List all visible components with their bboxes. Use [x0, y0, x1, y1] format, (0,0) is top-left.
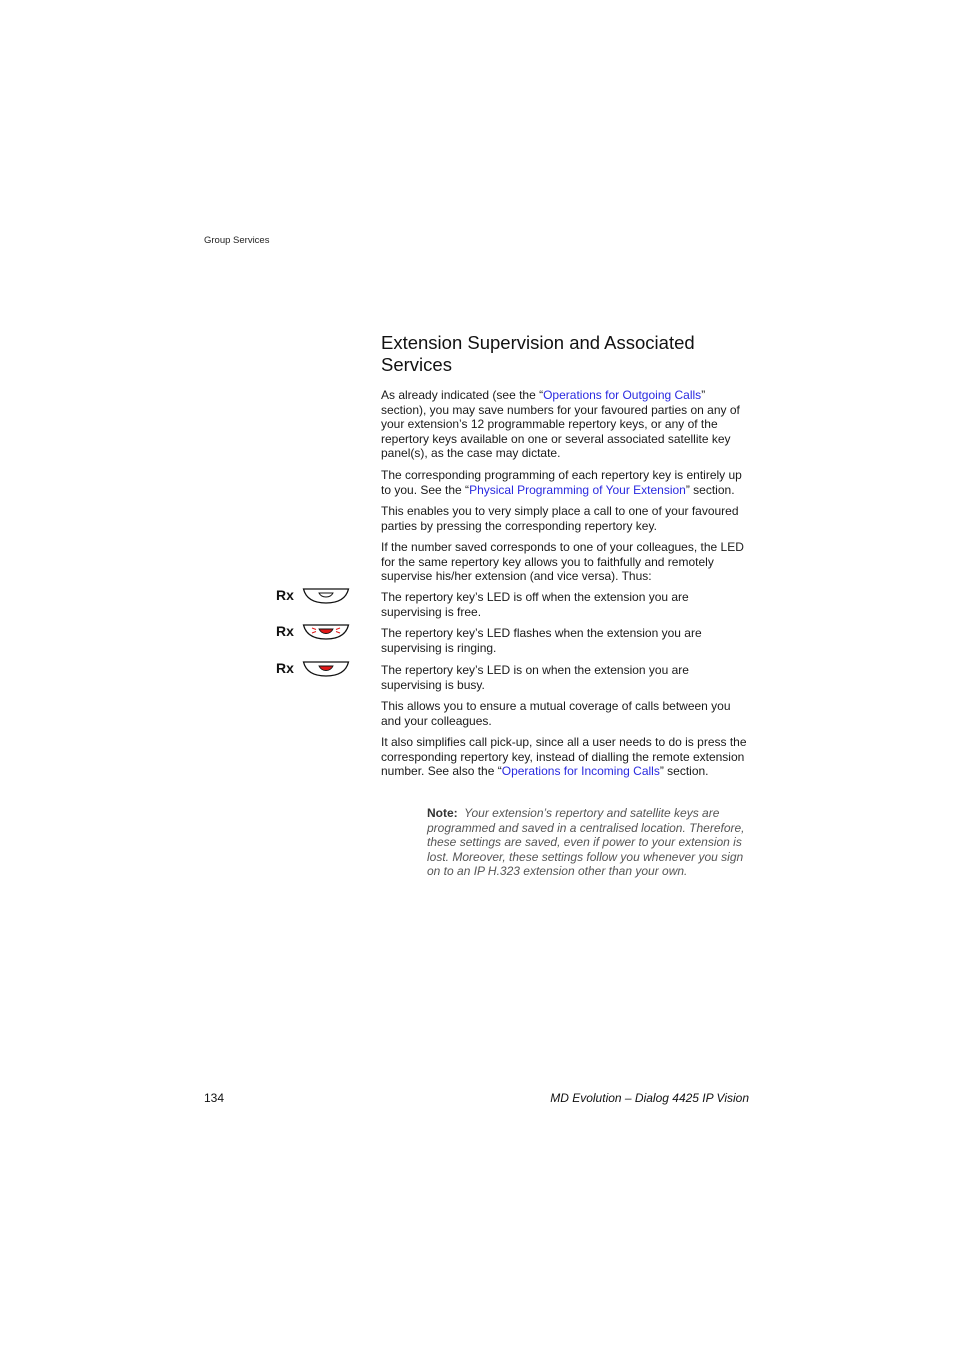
intro-paragraph-4: If the number saved corresponds to one of your colleagues, the LED for the same repertory key allows you to faithfully and remotely supervise his/her extension (and vice versa). Thus: — [381, 540, 744, 583]
intro-paragraph-1: As already indicated (see the “Operations for Outgoing Calls” section), you may save numbers for your favoured parties on any of your extension’s 12 programmable repertory keys, or any of the repertory keys available on one or several associated satellite key panel(s), as the case may dictate. — [381, 388, 740, 460]
intro-paragraph-3: This enables you to very simply place a call to one of your favoured parties by pressing the corresponding repertory key. — [381, 504, 739, 533]
rx-label: Rx — [276, 660, 294, 676]
link-incoming-calls[interactable]: Operations for Incoming Calls — [501, 764, 660, 778]
rx-label: Rx — [276, 587, 294, 603]
led-flashing-key-icon — [302, 623, 350, 641]
intro-paragraph-2: The corresponding programming of each repertory key is entirely up to you. See the “Physical Programming of Your Extension” section. — [381, 468, 742, 497]
page-number: 134 — [204, 1091, 225, 1105]
link-physical-programming[interactable]: Physical Programming of Your Extension — [469, 482, 686, 497]
led-off-key-icon — [302, 587, 350, 605]
footer-document-title: MD Evolution – Dialog 4425 IP Vision — [550, 1091, 749, 1105]
link-outgoing-calls[interactable]: Operations for Outgoing Calls — [543, 388, 702, 402]
section-title: Extension Supervision and Associated Services — [381, 332, 695, 375]
led-state-text: The repertory key’s LED is off when the extension you are supervising is free. — [381, 590, 689, 619]
paragraph-call-pickup: It also simplifies call pick-up, since all a user needs to do is press the corresponding repertory key, instead of dialling the remote extension number. See also the “Operations for Incoming Calls” section. — [381, 735, 747, 778]
note-label: Note: — [427, 806, 458, 820]
led-on-key-icon — [302, 660, 350, 678]
note-box — [427, 806, 757, 879]
paragraph-mutual-coverage: This allows you to ensure a mutual coverage of calls between you and your colleagues. — [381, 699, 731, 728]
rx-label: Rx — [276, 623, 294, 639]
running-header: Group Services — [204, 235, 270, 246]
led-state-text: The repertory key’s LED is on when the extension you are supervising is busy. — [381, 663, 689, 692]
led-state-text: The repertory key’s LED flashes when the extension you are supervising is ringing. — [381, 626, 702, 655]
note-text: Your extension’s repertory and satellite keys are programmed and saved in a centralised location. Therefore, these settings are saved, even if power to your extension is lost. Moreover, these settings follow you whenever you sign on to an IP H.323 extension other than your own. — [427, 806, 745, 878]
